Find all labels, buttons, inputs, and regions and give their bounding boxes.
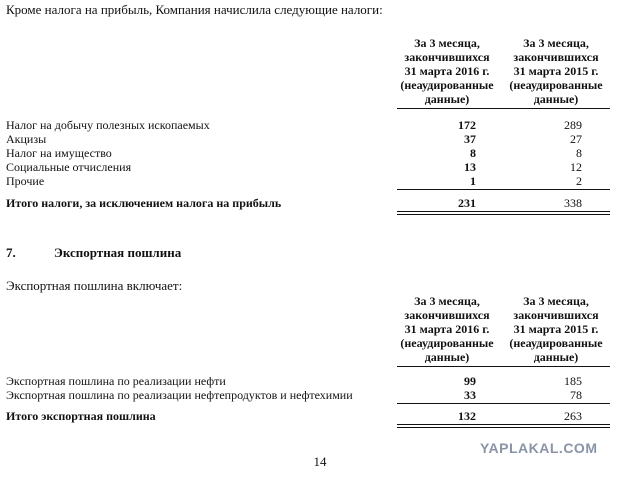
header-line: данные) — [424, 92, 470, 106]
table2-row-label: Экспортная пошлина по реализации нефтепродуктов и нефтехимии — [6, 388, 353, 402]
table1-row-value-2015: 12 — [570, 160, 582, 174]
header-line: За 3 месяца, — [523, 36, 589, 50]
table2-header-rule — [397, 366, 610, 367]
table2-row-value-2015: 185 — [564, 374, 582, 388]
header-line: данные) — [533, 350, 579, 364]
table2-row-value-2015: 78 — [570, 388, 582, 402]
table1-total-value-2016: 231 — [458, 196, 476, 210]
table1-header-rule — [397, 108, 610, 109]
header-line: данные) — [424, 350, 470, 364]
table1-total-label: Итого налоги, за исключением налога на прибыль — [6, 196, 282, 210]
table1-row-label: Налог на добычу полезных ископаемых — [6, 118, 210, 132]
header-line: закончившихся — [513, 308, 599, 322]
header-line: закончившихся — [404, 50, 490, 64]
table2-header-2016 — [397, 294, 497, 364]
table2-total-rule-1 — [397, 424, 610, 425]
table1-row-value-2016: 172 — [458, 118, 476, 132]
table2-total-rule-2 — [397, 427, 610, 428]
header-line: За 3 месяца, — [523, 294, 589, 308]
header-line: (неаудированные — [509, 78, 603, 92]
header-line: 31 марта 2016 г. — [404, 64, 490, 78]
header-line: 31 марта 2016 г. — [404, 322, 490, 336]
header-line: (неаудированные — [509, 336, 603, 350]
table1-header-2015 — [506, 36, 606, 106]
table2-header-2015 — [506, 294, 606, 364]
table1-total-value-2015: 338 — [564, 196, 582, 210]
header-line: За 3 месяца, — [414, 294, 480, 308]
intro-text: Кроме налога на прибыль, Компания начислила следующие налоги: — [6, 2, 383, 17]
table1-row-value-2015: 27 — [570, 132, 582, 146]
table2-total-label: Итого экспортная пошлина — [6, 409, 156, 423]
table1-total-rule-2 — [397, 214, 610, 215]
table1-row-value-2016: 8 — [470, 146, 476, 160]
header-line: (неаудированные — [400, 336, 494, 350]
table2-subtotal-rule — [397, 403, 610, 404]
table2-row-value-2016: 33 — [464, 388, 476, 402]
table1-subtotal-rule — [397, 189, 610, 190]
table2-total-value-2015: 263 — [564, 409, 582, 423]
section-title: Экспортная пошлина — [54, 245, 182, 260]
table1-row-value-2016: 13 — [464, 160, 476, 174]
header-line: За 3 месяца, — [414, 36, 480, 50]
table1-row-value-2015: 2 — [576, 174, 582, 188]
table2-row-label: Экспортная пошлина по реализации нефти — [6, 374, 226, 388]
header-line: (неаудированные — [400, 78, 494, 92]
header-line: данные) — [533, 92, 579, 106]
header-line: 31 марта 2015 г. — [513, 322, 599, 336]
watermark-logo: YAPLAKAL.COM — [480, 440, 598, 456]
section-intro: Экспортная пошлина включает: — [6, 278, 183, 293]
table1-row-label: Прочие — [6, 174, 45, 188]
table1-row-label: Социальные отчисления — [6, 160, 132, 174]
table1-header-2016 — [397, 36, 497, 106]
table1-row-value-2016: 37 — [464, 132, 476, 146]
section-number: 7. — [6, 245, 16, 260]
table2-total-value-2016: 132 — [458, 409, 476, 423]
table1-row-value-2015: 8 — [576, 146, 582, 160]
page-number: 14 — [313, 454, 327, 469]
header-line: 31 марта 2015 г. — [513, 64, 599, 78]
table1-total-rule-1 — [397, 211, 610, 212]
table1-row-value-2015: 289 — [564, 118, 582, 132]
table1-row-value-2016: 1 — [470, 174, 476, 188]
table2-row-value-2016: 99 — [464, 374, 476, 388]
table1-row-label: Акцизы — [6, 132, 47, 146]
header-line: закончившихся — [513, 50, 599, 64]
section-heading — [6, 245, 181, 261]
header-line: закончившихся — [404, 308, 490, 322]
table1-row-label: Налог на имущество — [6, 146, 112, 160]
